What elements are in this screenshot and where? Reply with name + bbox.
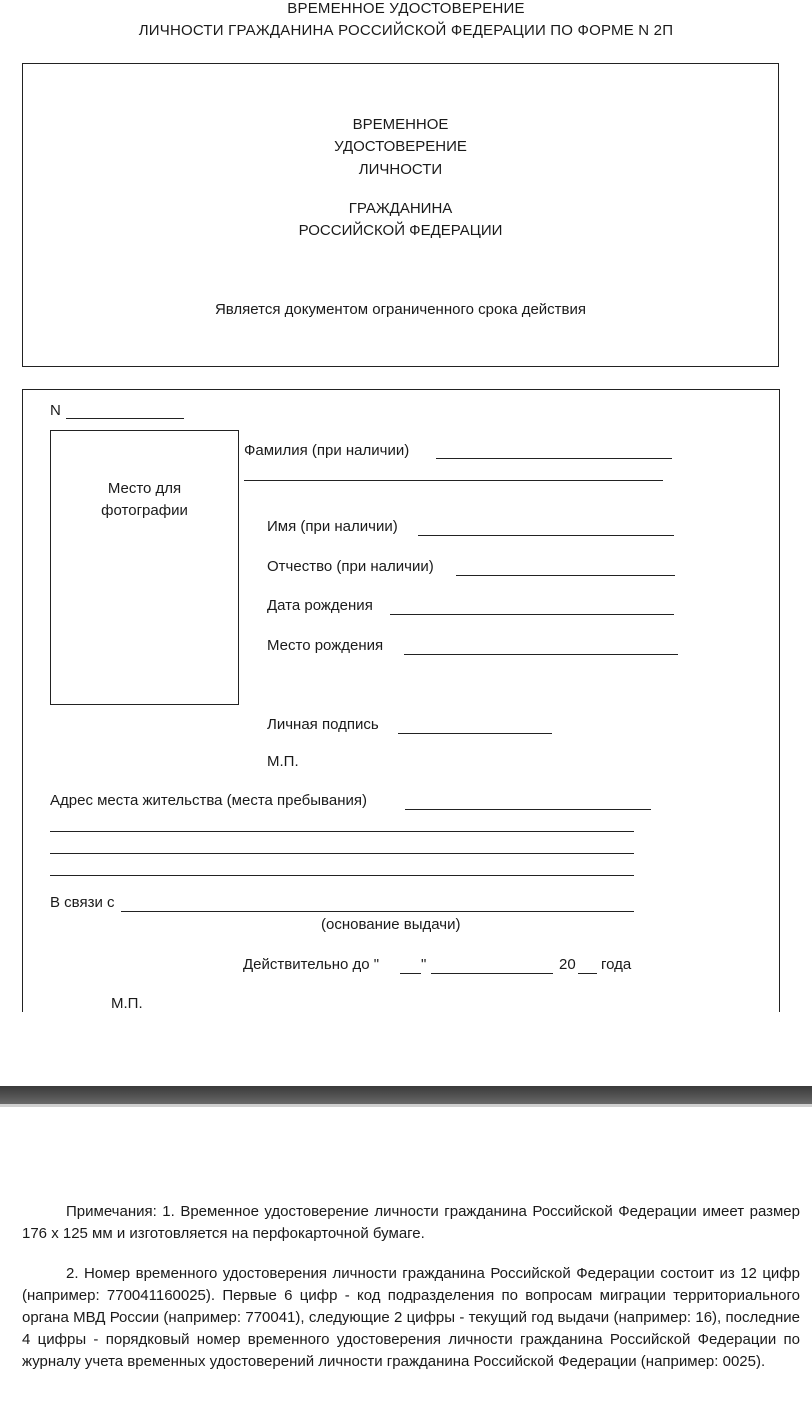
birth-place-label: Место рождения — [267, 637, 384, 654]
note-2: 2. Номер временного удостоверения личности гражданина Российской Федерации состоит из 12 цифр (например: 770041160025). Первые 6 цифр - код подразделения по вопросам миграции территориального органа МВД России (например: 770041), следующие 2 цифры - текущий год выдачи (например: 16), последние 4 цифры - порядковый номер временного удостоверения личности гражданина Российской Федерации по журналу учета временных удостоверений личности гражданина Российской Федерации (например: 0025). — [22, 1265, 800, 1370]
note-1: Примечания: 1. Временное удостоверение личности гражданина Российской Федерации имеет размер 176 x 125 мм и изготовляется на перфокарточной бумаге. — [22, 1203, 800, 1242]
cover-panel — [22, 63, 779, 367]
address-field-line-4[interactable] — [50, 875, 634, 876]
cover-title-2: УДОСТОВЕРЕНИЕ — [334, 138, 467, 155]
birth-date-field-line[interactable] — [390, 614, 674, 615]
valid-until-month-line[interactable] — [431, 973, 553, 974]
number-label: N — [50, 402, 61, 419]
cover-title-1: ВРЕМЕННОЕ — [352, 116, 449, 133]
valid-until-century: 20 — [559, 956, 576, 973]
surname-field-line-2[interactable] — [244, 480, 663, 481]
cover-subtitle-1: ГРАЖДАНИНА — [348, 200, 453, 217]
photo-label-1: Место для — [107, 480, 182, 497]
surname-label: Фамилия (при наличии) — [244, 442, 410, 459]
signature-field-line[interactable] — [398, 733, 552, 734]
page-separator-edge — [0, 1104, 812, 1107]
valid-until-year-line[interactable] — [578, 973, 597, 974]
validity-note: Является документом ограниченного срока действия — [214, 301, 587, 318]
number-field-line[interactable] — [66, 418, 184, 419]
reason-label: В связи с — [50, 894, 115, 911]
name-field-line[interactable] — [418, 535, 674, 536]
photo-label-2: фотографии — [101, 502, 188, 519]
name-label: Имя (при наличии) — [267, 518, 398, 535]
surname-field-line-1[interactable] — [436, 458, 672, 459]
stamp-mark-1: М.П. — [267, 753, 299, 770]
cover-title-3: ЛИЧНОСТИ — [358, 161, 443, 178]
patronymic-label: Отчество (при наличии) — [267, 558, 434, 575]
valid-until-prefix: Действительно до " — [243, 956, 380, 973]
birth-date-label: Дата рождения — [267, 597, 373, 614]
cover-subtitle-2: РОССИЙСКОЙ ФЕДЕРАЦИИ — [298, 222, 503, 239]
address-field-line-3[interactable] — [50, 853, 634, 854]
document-header-line-1: ВРЕМЕННОЕ УДОСТОВЕРЕНИЕ — [287, 0, 525, 17]
address-field-line-2[interactable] — [50, 831, 634, 832]
reason-caption: (основание выдачи) — [321, 916, 461, 933]
address-field-line-1[interactable] — [405, 809, 651, 810]
address-label: Адрес места жительства (места пребывания) — [50, 792, 367, 809]
page-separator — [0, 1086, 812, 1104]
valid-until-quote: " — [421, 956, 427, 973]
stamp-mark-2: М.П. — [111, 995, 143, 1012]
valid-until-day-line[interactable] — [400, 973, 421, 974]
photo-placeholder — [50, 430, 239, 705]
valid-until-suffix: года — [601, 956, 632, 973]
reason-field-line[interactable] — [121, 911, 634, 912]
patronymic-field-line[interactable] — [456, 575, 675, 576]
birth-place-field-line[interactable] — [404, 654, 678, 655]
document-header-line-2: ЛИЧНОСТИ ГРАЖДАНИНА РОССИЙСКОЙ ФЕДЕРАЦИИ ПО ФОРМЕ N 2П — [138, 22, 674, 39]
signature-label: Личная подпись — [267, 716, 379, 733]
